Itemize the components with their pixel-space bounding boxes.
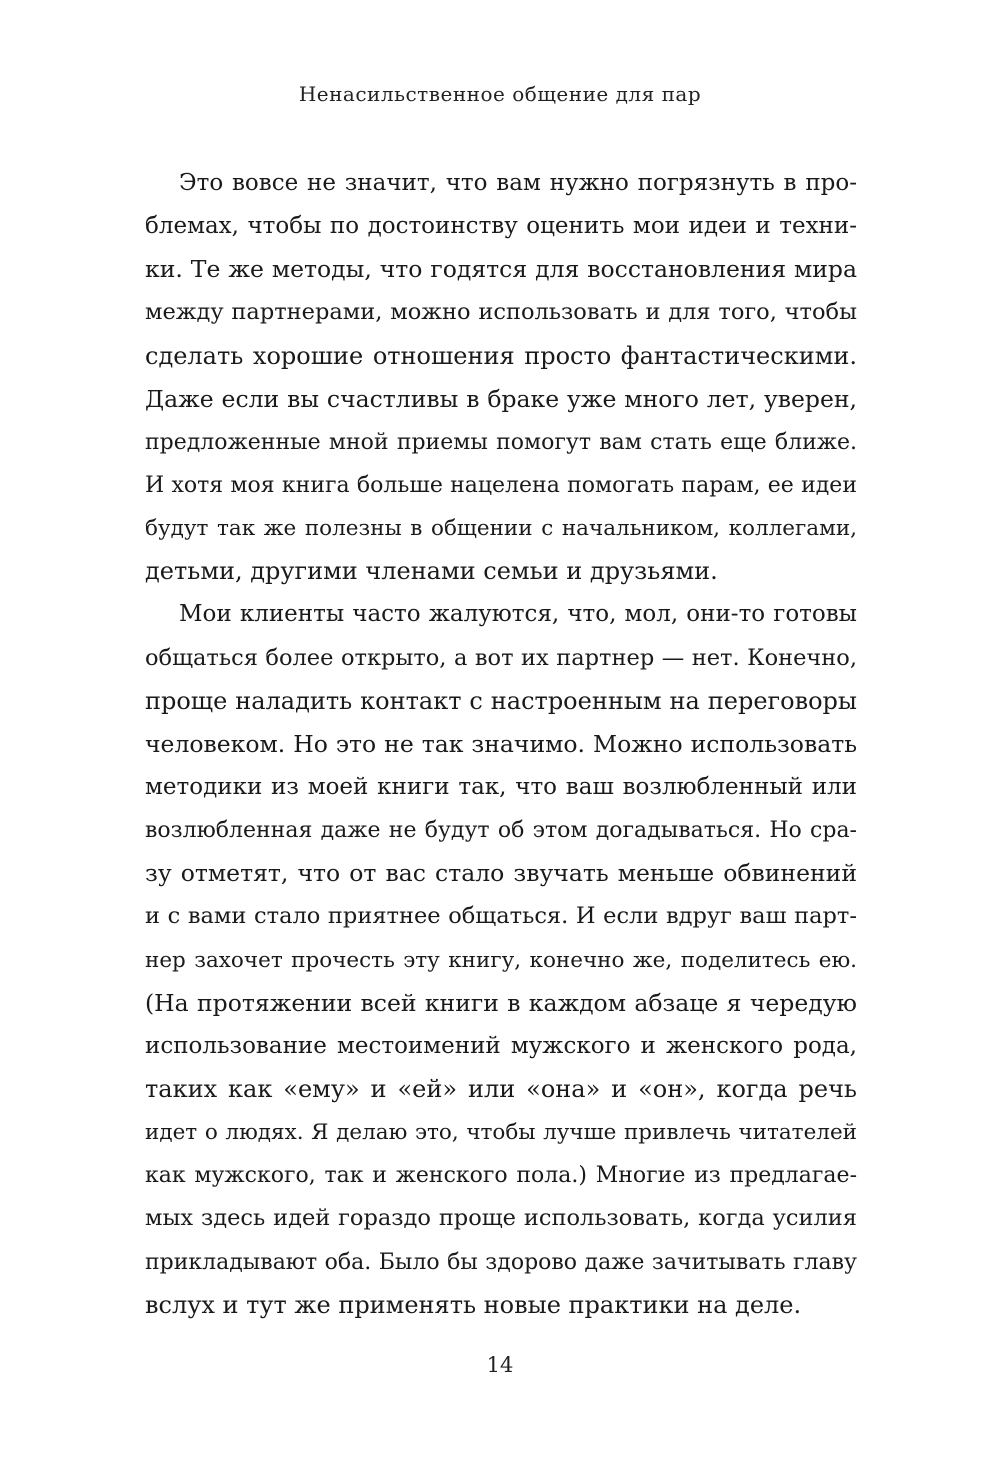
paragraph-2-line: использование местоимений мужского и женского рода, <box>145 1032 857 1059</box>
paragraph-1-line: И хотя моя книга больше нацелена помогать парам, ее идеи <box>145 472 857 498</box>
paragraph-2-line: идет о людях. Я делаю это, чтобы лучше привлечь читателей <box>145 1120 857 1146</box>
paragraph-1-line: сделать хорошие отношения просто фантастическими. <box>145 341 857 370</box>
paragraph-2-line: зу отметят, что от вас стало звучать меньше обвинений <box>145 859 857 888</box>
body-text <box>145 162 857 1327</box>
paragraph-2-line: мых здесь идей гораздо проще использовать, когда усилия <box>145 1205 857 1232</box>
paragraph-2-line: (На протяжении всей книги в каждом абзаце я чередую <box>145 988 857 1017</box>
paragraph-2-line: Мои клиенты часто жалуются, что, мол, они-то готовы <box>179 601 857 628</box>
page-number: 14 <box>486 1353 514 1377</box>
paragraph-1-line: предложенные мной приемы помогут вам стать еще ближе. <box>145 429 857 455</box>
paragraph-2-line: таких как «ему» и «ей» или «она» и «он», когда речь <box>145 1074 857 1103</box>
paragraph-1-line: между партнерами, можно использовать и для того, чтобы <box>145 299 857 326</box>
paragraph-2-line: прикладывают оба. Было бы здорово даже зачитывать главу <box>145 1249 857 1275</box>
paragraph-2-line: и с вами стало приятнее общаться. И если вдруг ваш парт- <box>145 903 857 930</box>
paragraph-2-line: нер захочет прочесть эту книгу, конечно же, поделитесь ею. <box>145 947 857 973</box>
paragraph-1-line: Даже если вы счастливы в браке уже много лет, уверен, <box>145 384 857 413</box>
paragraph-2-line: человеком. Но это не так значимо. Можно использовать <box>145 729 857 758</box>
paragraph-2-line: возлюбленная даже не будут об этом догадываться. Но сра- <box>145 818 857 844</box>
paragraph-2-line: проще наладить контакт с настроенным на переговоры <box>145 686 857 715</box>
paragraph-1-line: ки. Те же методы, что годятся для восстановления мира <box>145 255 857 284</box>
paragraph-1-line: блемах, чтобы по достоинству оценить мои идеи и техни- <box>145 213 857 240</box>
paragraph-2-line: вслух и тут же применять новые практики на деле. <box>145 1290 802 1319</box>
paragraph-2-line: методики из моей книги так, что ваш возлюбленный или <box>145 773 857 800</box>
paragraph-2-line: как мужского, так и женского пола.) Многие из предлагае- <box>145 1163 857 1189</box>
running-header: Ненасильственное общение для пар <box>298 82 702 106</box>
paragraph-1-line: Это вовсе не значит, что вам нужно погрязнуть в про- <box>179 170 857 196</box>
paragraph-1-line: детьми, другими членами семьи и друзьями. <box>145 557 718 586</box>
paragraph-2-line: общаться более открыто, а вот их партнер — нет. Конечно, <box>145 644 857 671</box>
paragraph-1-line: будут так же полезны в общении с начальником, коллегами, <box>145 516 857 542</box>
